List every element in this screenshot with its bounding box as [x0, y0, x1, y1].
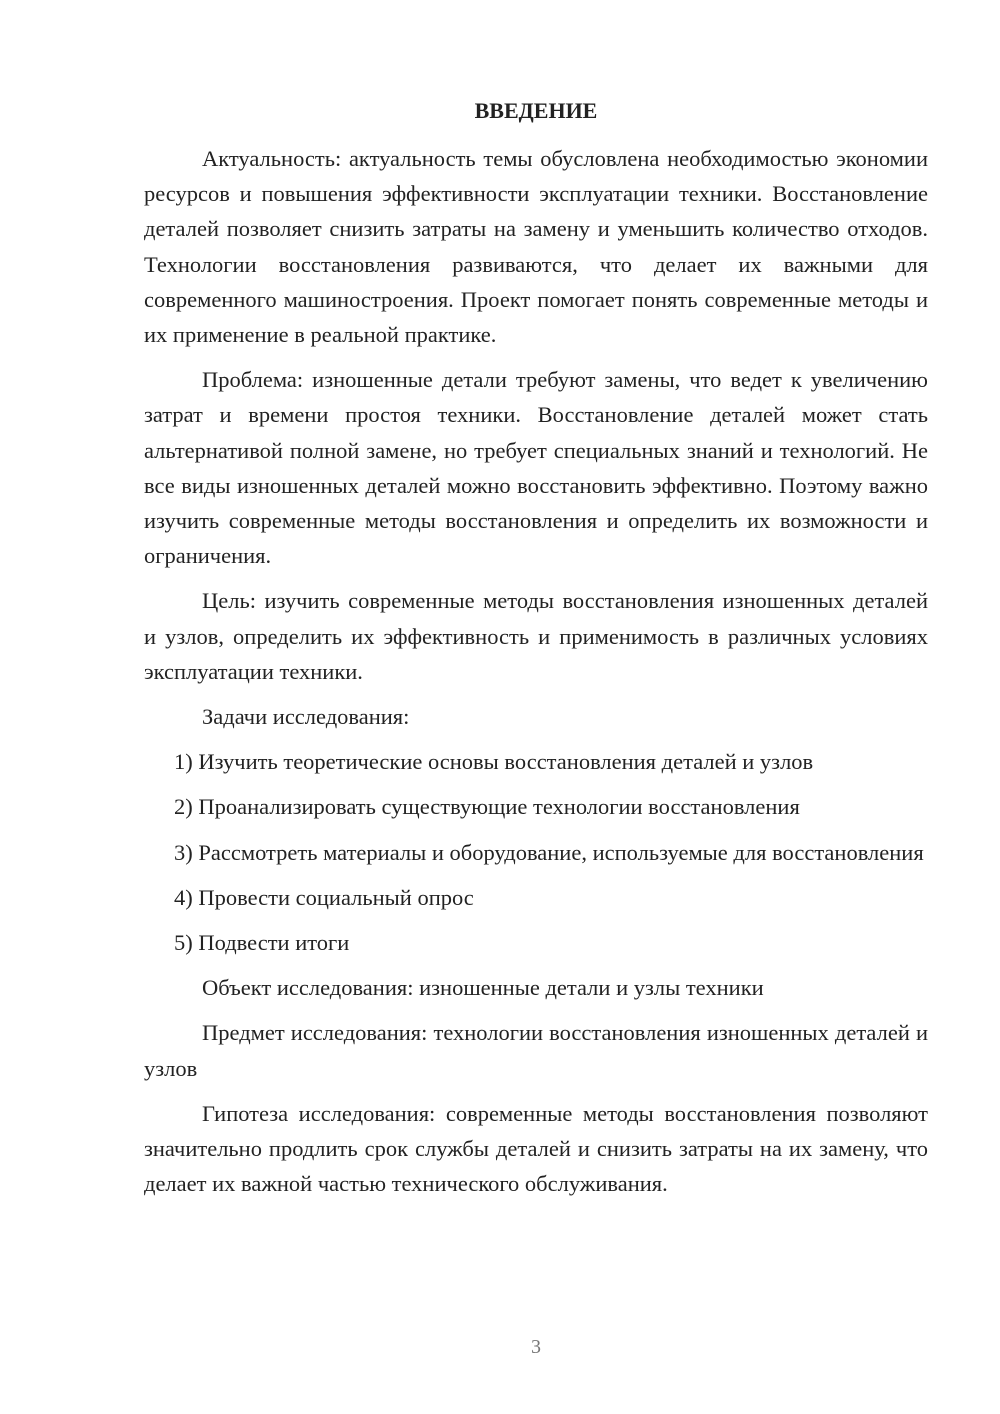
task-item: 1) Изучить теоретические основы восстановления деталей и узлов: [174, 749, 814, 775]
paragraph-object: Объект исследования: изношенные детали и узлы техники: [202, 975, 764, 1001]
paragraph-hypothesis: Гипотеза исследования: современные методы восстановления позволяют значительно продлить срок службы деталей и снизить затраты на их замену, что делает их важной частью технического обслуживания.: [144, 1100, 928, 1197]
page-number: 3: [531, 1336, 541, 1358]
paragraph-goal: Цель: изучить современные методы восстановления изношенных деталей и узлов, определить их эффективность и применимость в различных условиях эксплуатации техники.: [144, 588, 928, 684]
task-item: 5) Подвести итоги: [174, 930, 350, 956]
paragraph-subject: Предмет исследования: технологии восстановления изношенных деталей и узлов: [144, 1020, 928, 1081]
document-body: [144, 93, 928, 1211]
tasks-heading: Задачи исследования:: [202, 704, 410, 730]
task-item: 2) Проанализировать существующие технологии восстановления: [174, 794, 800, 820]
document-title: ВВЕДЕНИЕ: [474, 98, 598, 123]
paragraph-problem: Проблема: изношенные детали требуют замены, что ведет к увеличению затрат и времени простоя техники. Восстановление деталей может стать альтернативой полной замене, но требует специальных знаний и технологий. Не все виды изношенных деталей можно восстановить эффективно. Поэтому важно изучить современные методы восстановления и определить их возможности и ограничения.: [144, 367, 928, 569]
task-item: 4) Провести социальный опрос: [174, 884, 474, 910]
paragraph-relevance: Актуальность: актуальность темы обусловлена необходимостью экономии ресурсов и повышения эффективности эксплуатации техники. Восстановление деталей позволяет снизить затраты на замену и уменьшить количество отходов. Технологии восстановления развиваются, что делает их важными для современного машиностроения. Проект помогает понять современные методы и их применение в реальной практике.: [144, 146, 928, 348]
task-item: 3) Рассмотреть материалы и оборудование, используемые для восстановления: [174, 839, 924, 865]
